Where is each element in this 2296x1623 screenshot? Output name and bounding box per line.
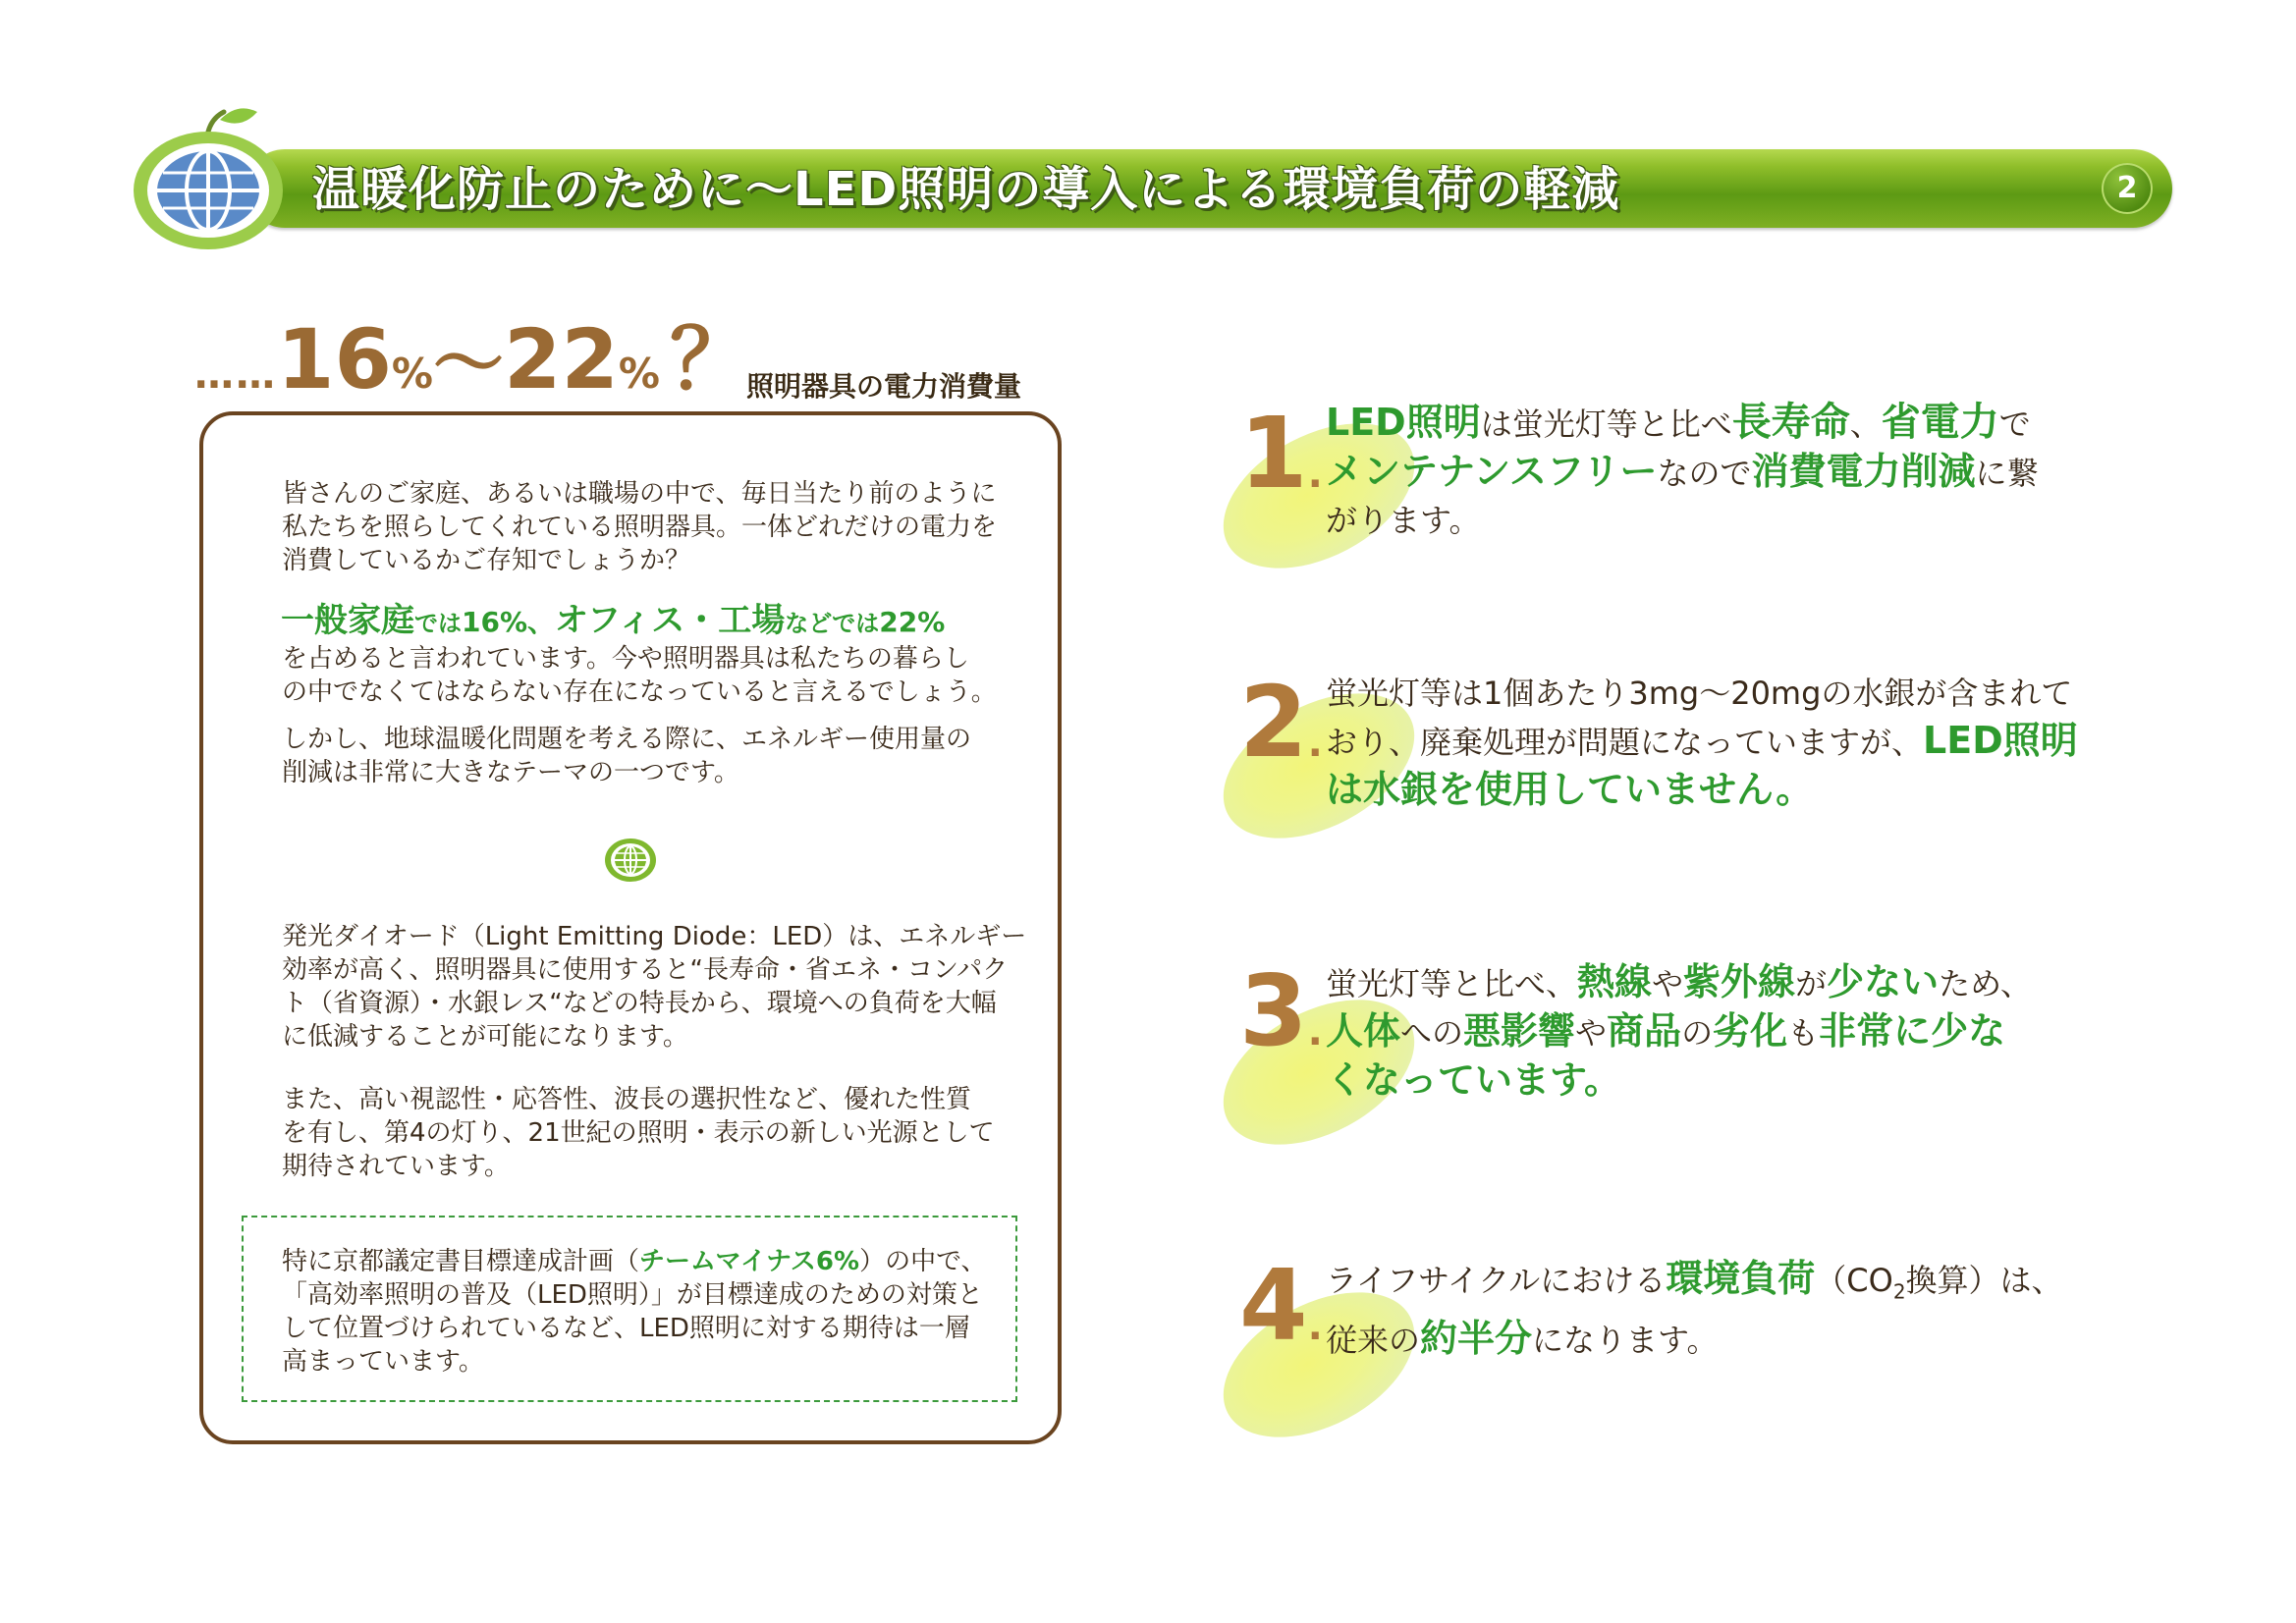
led-paragraph: 発光ダイオード（Light Emitting Diode：LED）は、エネルギー 効率が高く、照明器具に使用すると“長寿命・省エネ・コンパク ト（省資源）・水銀レス“などの特長から、環境への負荷を大幅 に低減することが可能になります。 <box>282 922 1027 1052</box>
intro-paragraph: 皆さんのご家庭、あるいは職場の中で、毎日当たり前のように 私たちを照らしてくれている照明器具。一体どれだけの電力を 消費しているかご存知でしょうか？ <box>282 479 998 575</box>
item-3-number: 3. <box>1239 953 1323 1068</box>
item-3-text: 蛍光灯等と比べ、熱線や紫外線が少ないため、 人体への悪影響や商品の劣化も非常に少な くなっています。 <box>1326 960 2032 1102</box>
section-subheading: 照明器具の電力消費量 <box>746 370 1022 403</box>
item-1-number: 1. <box>1239 396 1323 511</box>
usage-highlight: 一般家庭では16%、オフィス・工場などでは22% <box>281 601 946 640</box>
globe-apple-logo-icon <box>130 104 287 251</box>
page-number-badge: 2 <box>2102 163 2153 214</box>
section-heading: ……16%～22% ？ <box>194 311 753 407</box>
usage-paragraph: を占めると言われています。今や照明器具は私たちの暮らし の中でなくてはならない存在になっていると言えるでしょう。 <box>282 644 997 707</box>
warming-paragraph: しかし、地球温暖化問題を考える際に、エネルギー使用量の 削減は非常に大きなテーマの一つです。 <box>282 725 972 787</box>
page-title: 温暖化防止のために～LED照明の導入による環境負荷の軽減 <box>312 162 1620 217</box>
item-1-text: LED照明は蛍光灯等と比べ長寿命、省電力で メンテナンスフリーなので消費電力削減に繋 がります。 <box>1326 400 2039 539</box>
properties-paragraph: また、高い視認性・応答性、波長の選択性など、優れた性質 を有し、第4の灯り、21世紀の照明・表示の新しい光源として 期待されています。 <box>282 1085 995 1181</box>
item-2-number: 2. <box>1239 665 1323 780</box>
kyoto-note-text: 特に京都議定書目標達成計画（チームマイナス6%）の中で、 「高効率照明の普及（LED照明）」が目標達成のための対策と して位置づけられているなど、LED照明に対する期待は一層 高まっています。 <box>282 1247 987 1377</box>
item-4-number: 4. <box>1239 1248 1323 1363</box>
globe-icon <box>602 837 659 884</box>
item-4-text: ライフサイクルにおける環境負荷（$CO_2$換算）は、 従来の約半分になります。 <box>1326 1257 2063 1361</box>
item-2-text: 蛍光灯等は1個あたり3mg～20mgの水銀が含まれて おり、廃棄処理が問題になっていますが、LED照明 は水銀を使用していません。 <box>1326 675 2078 811</box>
